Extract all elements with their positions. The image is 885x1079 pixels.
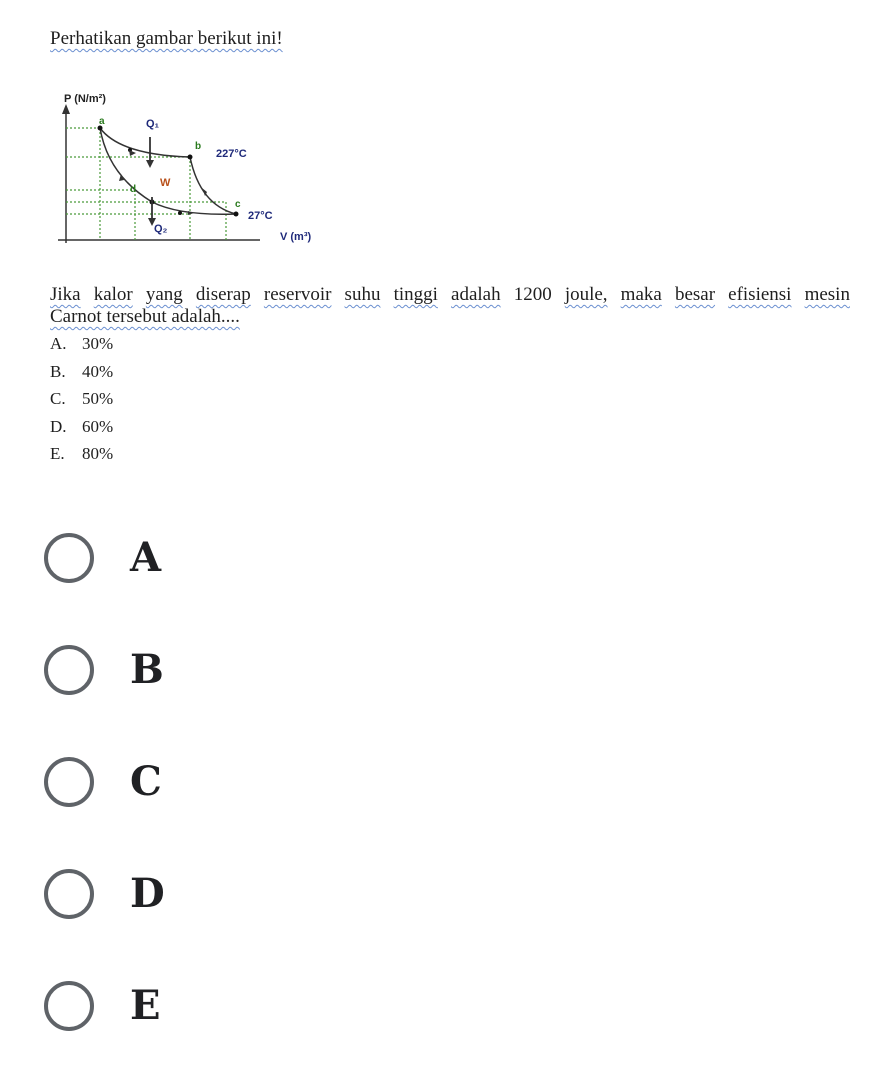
point-d-label: d xyxy=(130,184,137,195)
radio-circle-icon[interactable] xyxy=(44,645,94,695)
question-word: 1200 xyxy=(513,284,552,305)
question-line-1 xyxy=(50,284,850,306)
question-line-2-text: Carnot tersebut adalah.... xyxy=(50,306,240,327)
answer-b-label[interactable]: B xyxy=(130,646,164,693)
question-word: mesin xyxy=(804,284,850,305)
carnot-cycle-diagram xyxy=(50,80,340,260)
heat-arrows xyxy=(150,137,152,220)
radio-circle-icon[interactable] xyxy=(44,533,94,583)
question-word: joule, xyxy=(564,284,608,305)
question-word: efisiensi xyxy=(728,284,792,305)
question-text xyxy=(50,284,850,328)
point-b-label: b xyxy=(195,141,202,152)
radio-circle-icon[interactable] xyxy=(44,981,94,1031)
question-word: yang xyxy=(145,284,183,305)
option-a: A. 30% xyxy=(50,334,114,353)
heat-in-label: Q₁ xyxy=(146,118,160,130)
answer-b-radio-option[interactable] xyxy=(40,634,440,704)
answer-e-label[interactable]: E xyxy=(130,982,161,1029)
question-intro: Perhatikan gambar berikut ini! xyxy=(50,28,283,49)
point-c-label: c xyxy=(235,199,241,210)
radio-circle-icon[interactable] xyxy=(44,869,94,919)
question-word: suhu xyxy=(344,284,381,305)
heat-out-label: Q₂ xyxy=(154,223,168,235)
question-word: tinggi xyxy=(393,284,438,305)
answer-c-label[interactable]: C xyxy=(130,758,162,805)
low-temp-label: 27°C xyxy=(248,210,273,222)
answer-e-radio-option[interactable] xyxy=(40,970,440,1040)
answer-a-radio-option[interactable] xyxy=(40,522,440,592)
question-word: adalah xyxy=(451,284,501,305)
high-temp-label: 227°C xyxy=(216,148,247,160)
question-card xyxy=(0,0,885,470)
answer-c-radio-option[interactable] xyxy=(40,746,440,816)
y-axis-arrow xyxy=(62,104,70,114)
option-list xyxy=(50,330,113,468)
option-b: B. 40% xyxy=(50,361,114,381)
x-axis-label: V (m³) xyxy=(280,231,312,243)
answer-a-label[interactable]: A xyxy=(130,534,162,581)
question-word: Jika xyxy=(50,284,81,305)
y-axis-label: P (N/m²) xyxy=(64,93,106,105)
guide-lines xyxy=(66,128,226,240)
radio-circle-icon[interactable] xyxy=(44,757,94,807)
cycle-points xyxy=(98,126,239,217)
option-d: D. 60% xyxy=(50,416,114,436)
question-word: besar xyxy=(674,284,716,305)
answer-d-radio-option[interactable] xyxy=(40,858,440,928)
point-a-label: a xyxy=(99,116,105,127)
cycle-curves xyxy=(100,128,236,214)
question-word: diserap xyxy=(195,284,251,305)
option-e: E. 80% xyxy=(50,444,114,463)
work-label: W xyxy=(160,177,171,189)
question-line-2 xyxy=(50,306,850,328)
question-word: maka xyxy=(620,284,662,305)
question-word: reservoir xyxy=(263,284,332,305)
option-c: C. 50% xyxy=(50,389,114,408)
question-word: kalor xyxy=(93,284,133,305)
answer-d-label[interactable]: D xyxy=(130,870,165,917)
